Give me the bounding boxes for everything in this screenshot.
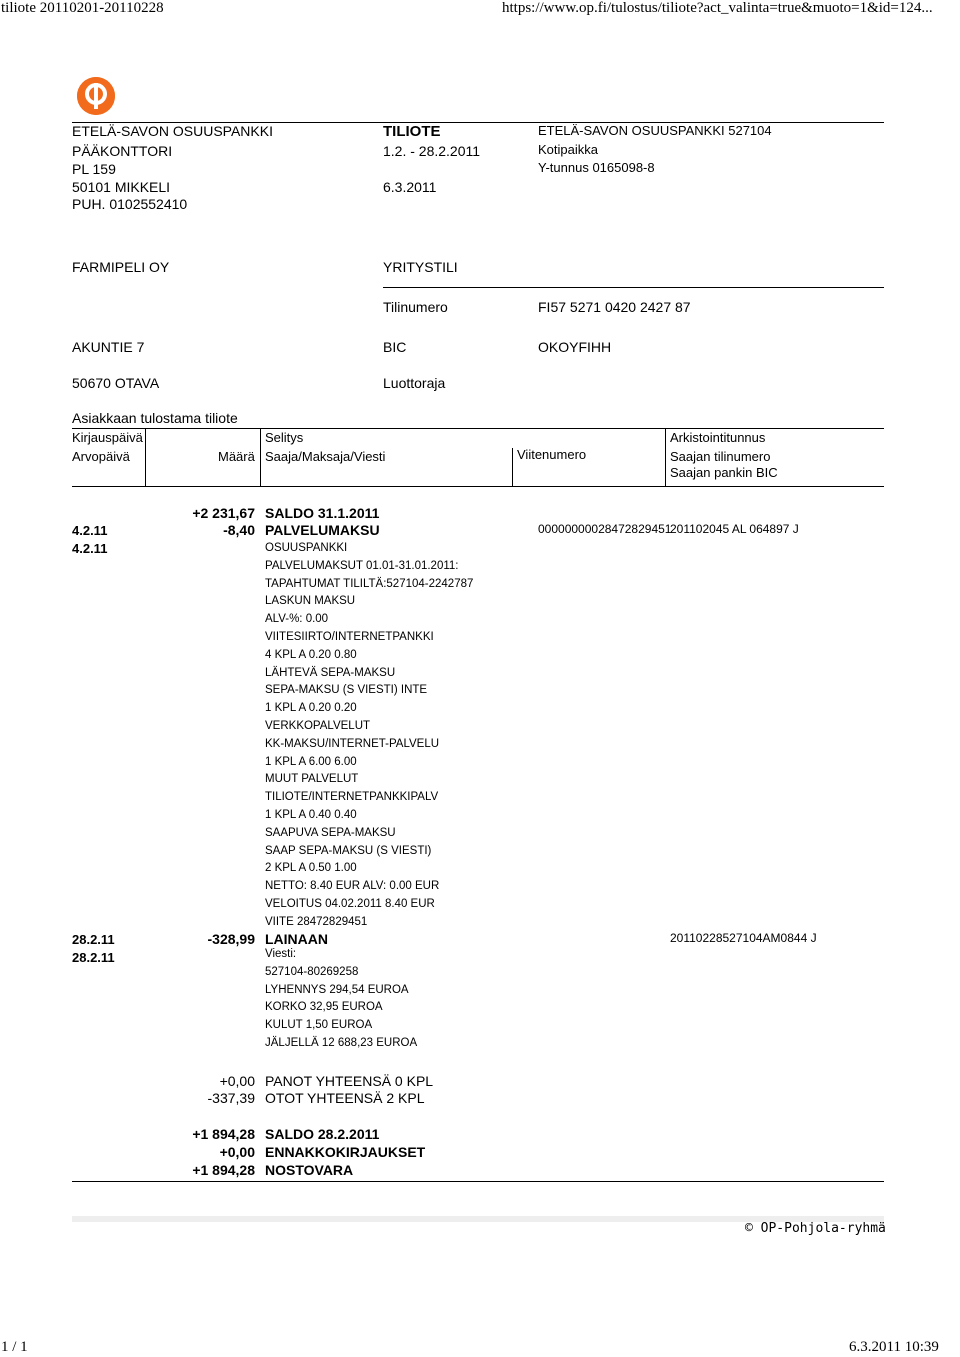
col-archive-id: Arkistointitunnus bbox=[670, 430, 766, 445]
available-amount: +1 894,28 bbox=[192, 1162, 255, 1178]
total-deposits-amount: +0,00 bbox=[219, 1073, 255, 1089]
detail-line: TILIOTE/INTERNETPANKKIPALV bbox=[265, 791, 439, 804]
op-logo-icon bbox=[77, 77, 115, 115]
tx2-value-date: 28.2.11 bbox=[72, 950, 115, 965]
detail-line: VERKKOPALVELUT bbox=[265, 719, 371, 732]
detail-line: NETTO: 8.40 EUR ALV: 0.00 EUR bbox=[265, 880, 440, 893]
detail-line: LÄHTEVÄ SEPA-MAKSU bbox=[265, 666, 396, 679]
pending-amount: +0,00 bbox=[219, 1144, 255, 1160]
detail-line: 4 KPL A 0.20 0.80 bbox=[265, 648, 357, 661]
available-label: NOSTOVARA bbox=[265, 1162, 354, 1178]
tx2-amount: -328,99 bbox=[207, 931, 255, 947]
tx1-details bbox=[265, 540, 473, 932]
tx2-booking-date: 28.2.11 bbox=[72, 932, 115, 947]
pending-label: ENNAKKOKIRJAUKSET bbox=[265, 1144, 426, 1160]
customer-name: FARMIPELI OY bbox=[72, 259, 170, 275]
customer-street: AKUNTIE 7 bbox=[72, 339, 145, 355]
print-timestamp: 6.3.2011 10:39 bbox=[849, 1339, 939, 1355]
col-payee-bic: Saajan pankin BIC bbox=[670, 465, 778, 480]
total-withdrawals-amount: -337,39 bbox=[207, 1090, 255, 1106]
tx2-title: LAINAAN bbox=[265, 931, 328, 947]
bank-domicile: Kotipaikka bbox=[538, 142, 598, 157]
detail-line: TAPAHTUMAT TILILTÄ:527104-2242787 bbox=[265, 577, 474, 590]
customer-postal: 50670 OTAVA bbox=[72, 375, 160, 391]
account-number-label: Tilinumero bbox=[383, 299, 448, 315]
total-deposits-label: PANOT YHTEENSÄ 0 KPL bbox=[265, 1073, 434, 1089]
bic-value: OKOYFIHH bbox=[538, 339, 612, 355]
col-payee: Saaja/Maksaja/Viesti bbox=[265, 449, 386, 464]
page-number: 1 / 1 bbox=[1, 1339, 28, 1355]
bic-label: BIC bbox=[383, 339, 407, 355]
statement-period: 1.2. - 28.2.2011 bbox=[383, 143, 481, 159]
detail-line: KORKO 32,95 EUROA bbox=[265, 1001, 383, 1014]
detail-line: OSUUSPANKKI bbox=[265, 542, 348, 554]
closing-balance-amount: +1 894,28 bbox=[192, 1126, 255, 1142]
print-page-url: https://www.op.fi/tulostus/tiliote?act_valinta=true&muoto=1&id=124... bbox=[502, 0, 933, 16]
col-booking-date: Kirjauspäivä bbox=[72, 430, 143, 445]
account-type: YRITYSTILI bbox=[383, 259, 458, 275]
detail-line: VIITESIIRTO/INTERNETPANKKI bbox=[265, 630, 434, 643]
opening-label: SALDO 31.1.2011 bbox=[265, 505, 380, 521]
detail-line: KK-MAKSU/INTERNET-PALVELU bbox=[265, 737, 440, 750]
tx1-archive-id: 201102045 AL 064897 J bbox=[670, 522, 799, 536]
detail-line: VIITE 28472829451 bbox=[265, 915, 368, 928]
detail-line: LASKUN MAKSU bbox=[265, 595, 356, 608]
closing-balance-label: SALDO 28.2.2011 bbox=[265, 1126, 380, 1142]
tx1-amount: -8,40 bbox=[223, 522, 255, 538]
detail-line: JÄLJELLÄ 12 688,23 EUROA bbox=[265, 1036, 418, 1049]
account-number: FI57 5271 0420 2427 87 bbox=[538, 299, 691, 315]
col-payee-account: Saajan tilinumero bbox=[670, 449, 771, 464]
statement-print-date: 6.3.2011 bbox=[383, 179, 437, 195]
bank-name: ETELÄ-SAVON OSUUSPANKKI bbox=[72, 123, 273, 139]
detail-line: 1 KPL A 6.00 6.00 bbox=[265, 755, 357, 768]
tx1-title: PALVELUMAKSU bbox=[265, 522, 380, 538]
copyright: © OP-Pohjola-ryhmä bbox=[745, 1221, 886, 1236]
detail-line: 1 KPL A 0.20 0.20 bbox=[265, 702, 357, 715]
bank-city: 50101 MIKKELI bbox=[72, 179, 171, 195]
detail-line: SEPA-MAKSU (S VIESTI) INTE bbox=[265, 684, 428, 697]
detail-line: SAAPUVA SEPA-MAKSU bbox=[265, 826, 396, 839]
bank-business-id: Y-tunnus 0165098-8 bbox=[538, 160, 655, 175]
col-description: Selitys bbox=[265, 430, 304, 445]
detail-line: 1 KPL A 0.40 0.40 bbox=[265, 808, 357, 821]
detail-line: KULUT 1,50 EUROA bbox=[265, 1019, 373, 1032]
detail-line: MUUT PALVELUT bbox=[265, 773, 359, 786]
credit-limit-label: Luottoraja bbox=[383, 375, 446, 391]
statement-title: TILIOTE bbox=[383, 123, 441, 140]
col-value-date: Arvopäivä bbox=[72, 449, 130, 464]
detail-line: SAAP SEPA-MAKSU (S VIESTI) bbox=[265, 844, 432, 857]
detail-line: 527104-80269258 bbox=[265, 965, 359, 978]
col-reference: Viitenumero bbox=[517, 447, 587, 462]
total-withdrawals-label: OTOT YHTEENSÄ 2 KPL bbox=[265, 1090, 425, 1106]
tx2-details bbox=[265, 946, 417, 1053]
detail-line: 2 KPL A 0.50 1.00 bbox=[265, 862, 357, 875]
opening-amount: +2 231,67 bbox=[192, 505, 255, 521]
tx2-archive-id: 20110228527104AM0844 J bbox=[670, 931, 817, 945]
detail-line: VELOITUS 04.02.2011 8.40 EUR bbox=[265, 897, 435, 910]
bank-po-box: PL 159 bbox=[72, 161, 116, 177]
bank-phone: PUH. 0102552410 bbox=[72, 196, 188, 212]
detail-line: ALV-%: 0.00 bbox=[265, 613, 329, 626]
col-amount: Määrä bbox=[218, 449, 255, 464]
print-page-title: tiliote 20110201-20110228 bbox=[1, 0, 164, 16]
table-title: Asiakkaan tulostama tiliote bbox=[72, 410, 238, 426]
detail-line: Viesti: bbox=[265, 948, 297, 960]
tx1-value-date: 4.2.11 bbox=[72, 541, 108, 556]
detail-line: LYHENNYS 294,54 EUROA bbox=[265, 983, 409, 996]
tx1-booking-date: 4.2.11 bbox=[72, 523, 108, 538]
detail-line: PALVELUMAKSUT 01.01-31.01.2011: bbox=[265, 559, 459, 572]
bank-branch: ETELÄ-SAVON OSUUSPANKKI 527104 bbox=[538, 123, 772, 138]
tx1-reference: 00000000028472829451 bbox=[538, 522, 672, 536]
bank-office: PÄÄKONTTORI bbox=[72, 143, 173, 159]
